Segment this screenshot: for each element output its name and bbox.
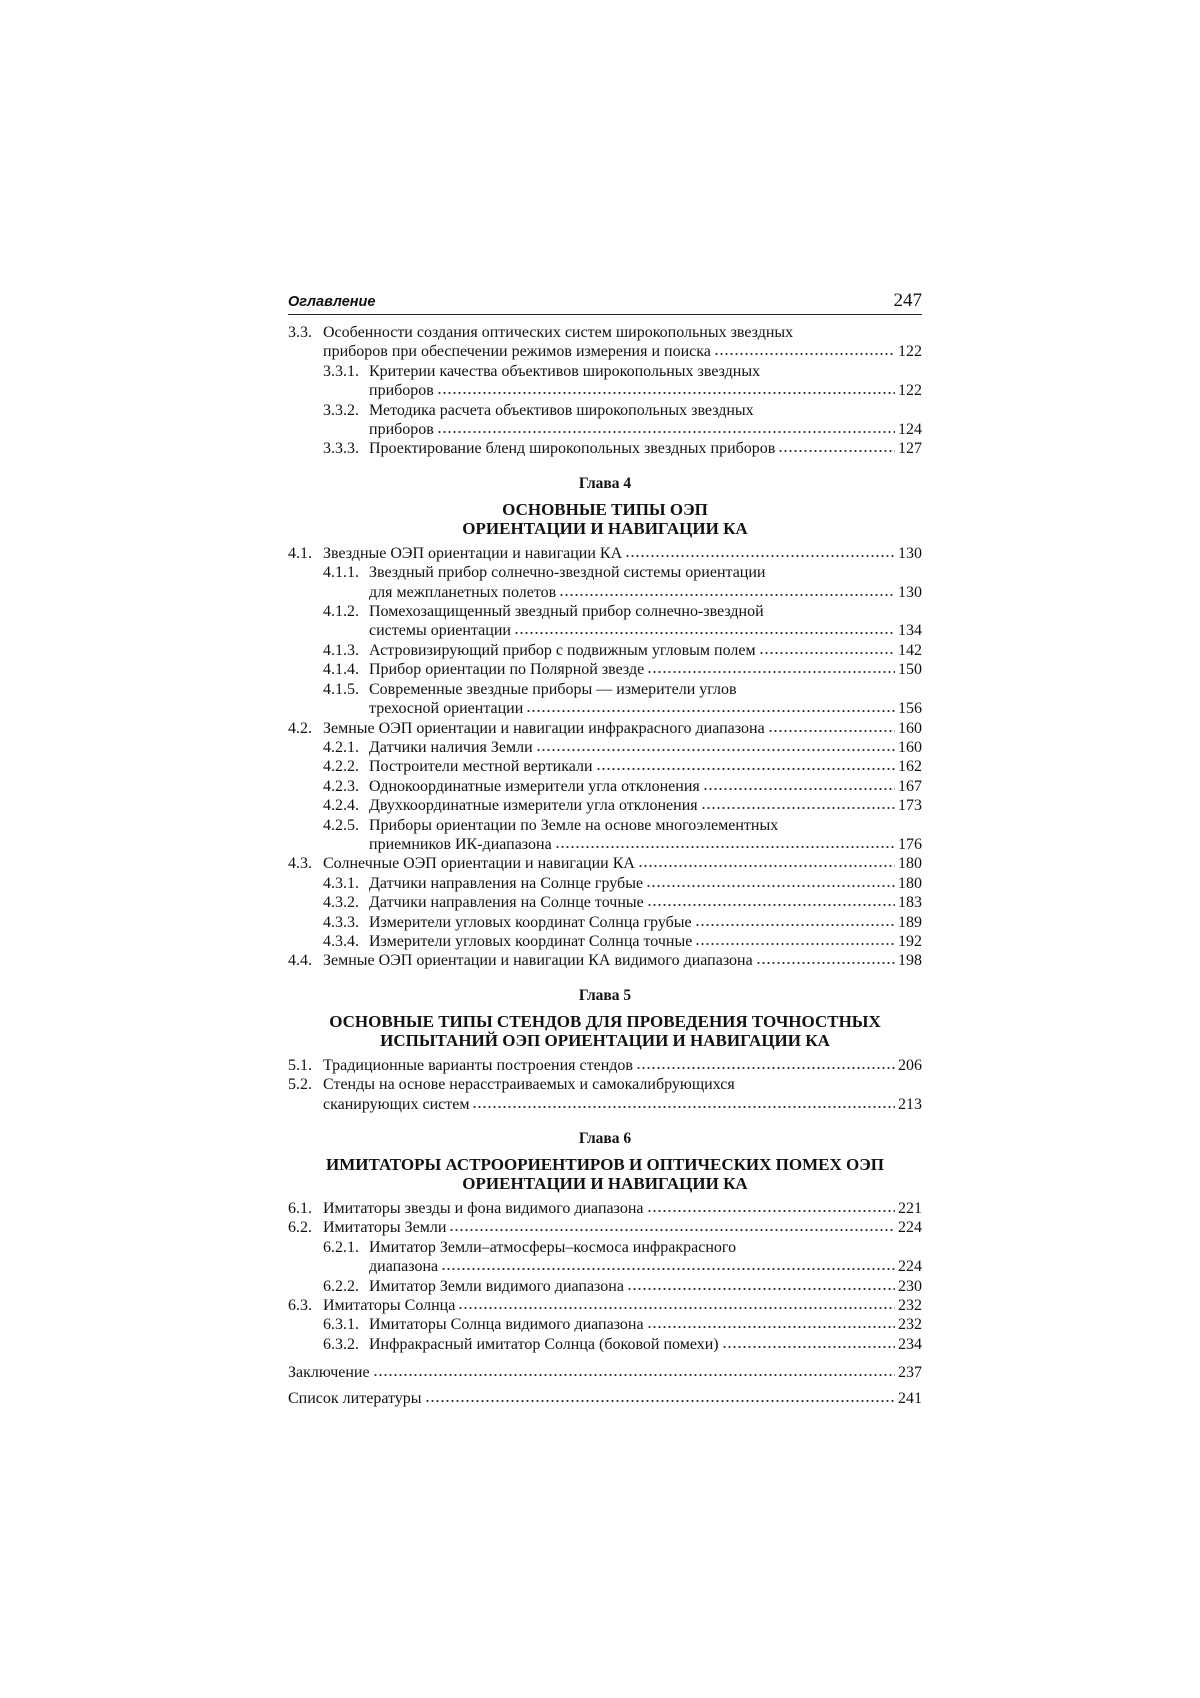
toc-entry-lastline bbox=[369, 738, 922, 757]
toc-entry-number: 4.3. bbox=[288, 854, 312, 873]
dot-leader bbox=[536, 748, 895, 752]
toc-entry-page: 162 bbox=[898, 757, 922, 776]
toc-entry-page: 192 bbox=[898, 932, 922, 951]
toc-entry-lastline bbox=[323, 1218, 922, 1237]
page-number: 247 bbox=[894, 290, 923, 312]
toc-entry[interactable] bbox=[288, 719, 922, 738]
dot-leader bbox=[647, 1325, 895, 1329]
toc-entry-number: 6.3.2. bbox=[323, 1335, 359, 1354]
toc-entry-lastline bbox=[288, 1389, 922, 1408]
toc-entry-text: Имитатор Земли видимого диапазона bbox=[369, 1277, 624, 1296]
toc-entry[interactable] bbox=[288, 757, 922, 776]
toc-entry-lastline bbox=[369, 796, 922, 815]
toc-entry-text: Имитаторы Земли bbox=[323, 1218, 446, 1237]
toc-entry[interactable] bbox=[288, 874, 922, 893]
toc-entry-number: 3.3.1. bbox=[323, 362, 359, 381]
toc-entry-lastline bbox=[369, 439, 922, 458]
toc-entry-page: 206 bbox=[898, 1056, 922, 1075]
toc-entry-text: Однокоординатные измерители угла отклонения bbox=[369, 777, 700, 796]
toc-entry-lastline bbox=[369, 874, 922, 893]
dot-leader bbox=[647, 903, 895, 907]
toc-entry-text: Астровизирующий прибор с подвижным угловым полем bbox=[369, 641, 756, 660]
toc-entry[interactable] bbox=[288, 1389, 922, 1408]
toc-entry-lastline bbox=[369, 641, 922, 660]
dot-leader bbox=[441, 1267, 895, 1271]
toc-entry-text: Инфракрасный имитатор Солнца (боковой помехи) bbox=[369, 1335, 719, 1354]
dot-leader bbox=[756, 961, 895, 965]
toc-entry-page: 232 bbox=[898, 1296, 922, 1315]
toc-entry[interactable] bbox=[288, 913, 922, 932]
toc-entry-lastline bbox=[323, 1095, 922, 1114]
toc-entry-number: 4.2. bbox=[288, 719, 312, 738]
toc-entry-text: приемников ИК-диапазона bbox=[369, 835, 552, 854]
dot-leader bbox=[695, 923, 895, 927]
toc-entry-lastline bbox=[369, 757, 922, 776]
dot-leader bbox=[625, 554, 895, 558]
toc-entry[interactable] bbox=[288, 362, 922, 401]
toc-entry-number: 3.3.3. bbox=[323, 439, 359, 458]
toc-entry-page: 142 bbox=[898, 641, 922, 660]
dot-leader bbox=[458, 1306, 895, 1310]
toc-entry[interactable] bbox=[288, 1277, 922, 1296]
dot-leader bbox=[373, 1373, 895, 1377]
dot-leader bbox=[514, 631, 895, 635]
toc-entry-text: Критерии качества объективов широкопольных звездных bbox=[369, 362, 922, 381]
toc-entry-text: Земные ОЭП ориентации и навигации КА видимого диапазона bbox=[323, 951, 753, 970]
toc-entry-lastline bbox=[323, 1199, 922, 1218]
toc-entry-number: 4.1.1. bbox=[323, 563, 359, 582]
toc-entry-text: приборов bbox=[369, 381, 434, 400]
toc-entry-page: 160 bbox=[898, 738, 922, 757]
toc-entry-page: 237 bbox=[898, 1363, 922, 1382]
toc-entry-lastline bbox=[369, 381, 922, 400]
toc-entry[interactable] bbox=[288, 932, 922, 951]
toc-entry-lastline bbox=[369, 621, 922, 640]
toc-entry-lastline bbox=[369, 420, 922, 439]
toc-entry-text: Земные ОЭП ориентации и навигации инфракрасного диапазона bbox=[323, 719, 765, 738]
toc-entry[interactable] bbox=[288, 660, 922, 679]
running-header-title: Оглавление bbox=[288, 294, 375, 310]
chapter-6-title bbox=[288, 1155, 922, 1193]
chapter-6-label: Глава 6 bbox=[288, 1128, 922, 1150]
dot-leader bbox=[555, 845, 895, 849]
toc-entry-number: 4.2.2. bbox=[323, 757, 359, 776]
toc-page bbox=[288, 288, 922, 1408]
toc-entry-page: 156 bbox=[898, 699, 922, 718]
toc-entry[interactable] bbox=[288, 563, 922, 602]
toc-entry-text: Стенды на основе нерасстраиваемых и самокалибрующихся bbox=[323, 1075, 922, 1094]
dot-leader bbox=[647, 1209, 896, 1213]
toc-entry-text: Прибор ориентации по Полярной звезде bbox=[369, 660, 644, 679]
chapter-5-title bbox=[288, 1012, 922, 1050]
toc-entry-number: 4.1.5. bbox=[323, 680, 359, 699]
toc-entry-number: 5.2. bbox=[288, 1075, 312, 1094]
toc-entry[interactable] bbox=[288, 1363, 922, 1382]
toc-entry-page: 124 bbox=[898, 420, 922, 439]
toc-entry-lastline bbox=[323, 719, 922, 738]
toc-entry[interactable] bbox=[288, 738, 922, 757]
dot-leader bbox=[701, 806, 895, 810]
toc-entry-page: 173 bbox=[898, 796, 922, 815]
toc-entry-page: 122 bbox=[898, 381, 922, 400]
chapter-title-line: ОСНОВНЫЕ ТИПЫ ОЭП bbox=[288, 500, 922, 519]
toc-entry-page: 198 bbox=[898, 951, 922, 970]
toc-entry-number: 4.3.4. bbox=[323, 932, 359, 951]
toc-entry-page: 180 bbox=[898, 854, 922, 873]
chapter-4-entries bbox=[288, 544, 922, 971]
dot-leader bbox=[778, 449, 895, 453]
toc-entry-number: 4.1.3. bbox=[323, 641, 359, 660]
toc-entry[interactable] bbox=[288, 401, 922, 440]
toc-entry-text: Датчики наличия Земли bbox=[369, 738, 533, 757]
toc-entry-page: 224 bbox=[898, 1218, 922, 1237]
dot-leader bbox=[472, 1105, 895, 1109]
toc-entry-lastline bbox=[369, 835, 922, 854]
toc-entry[interactable] bbox=[288, 1315, 922, 1334]
toc-entry-text: Имитаторы Солнца видимого диапазона bbox=[369, 1315, 644, 1334]
toc-entry-page: 176 bbox=[898, 835, 922, 854]
running-header bbox=[288, 288, 922, 315]
toc-entry-text: Традиционные варианты построения стендов bbox=[323, 1056, 633, 1075]
dot-leader bbox=[636, 1066, 895, 1070]
toc-entry-page: 122 bbox=[898, 342, 922, 361]
dot-leader bbox=[646, 884, 895, 888]
dot-leader bbox=[437, 391, 895, 395]
toc-entry-page: 167 bbox=[898, 777, 922, 796]
toc-entry[interactable] bbox=[288, 951, 922, 970]
toc-entry-number: 6.3. bbox=[288, 1296, 312, 1315]
toc-entry-text: Заключение bbox=[288, 1363, 370, 1382]
toc-entry-lastline bbox=[323, 544, 922, 563]
chapter-4-label: Глава 4 bbox=[288, 473, 922, 495]
section-3-entries bbox=[288, 323, 922, 459]
toc-entry-text: Проектирование бленд широкопольных звездных приборов bbox=[369, 439, 775, 458]
toc-entry-number: 5.1. bbox=[288, 1056, 312, 1075]
toc-entry-lastline bbox=[323, 854, 922, 873]
backmatter-entries bbox=[288, 1363, 922, 1408]
toc-entry-number: 6.2.2. bbox=[323, 1277, 359, 1296]
toc-entry-number: 6.1. bbox=[288, 1199, 312, 1218]
dot-leader bbox=[703, 787, 895, 791]
chapter-5-label: Глава 5 bbox=[288, 985, 922, 1007]
chapter-title-line: ОРИЕНТАЦИИ И НАВИГАЦИИ КА bbox=[288, 519, 922, 538]
toc-entry-page: 130 bbox=[898, 544, 922, 563]
toc-entry-page: 241 bbox=[898, 1389, 922, 1408]
chapter-title-line: ОРИЕНТАЦИИ И НАВИГАЦИИ КА bbox=[288, 1174, 922, 1193]
toc-entry-text: Измерители угловых координат Солнца грубые bbox=[369, 913, 692, 932]
toc-entry[interactable] bbox=[288, 1335, 922, 1354]
toc-entry-lastline bbox=[369, 777, 922, 796]
toc-entry-lastline bbox=[323, 1056, 922, 1075]
toc-entry-number: 4.3.2. bbox=[323, 893, 359, 912]
toc-entry-number: 4.1. bbox=[288, 544, 312, 563]
toc-entry-lastline bbox=[369, 932, 922, 951]
toc-entry-text: Датчики направления на Солнце точные bbox=[369, 893, 644, 912]
toc-entry-text: Двухкоординатные измерители угла отклонения bbox=[369, 796, 698, 815]
dot-leader bbox=[714, 352, 895, 356]
toc-entry-page: 180 bbox=[898, 874, 922, 893]
toc-entry-lastline bbox=[369, 660, 922, 679]
toc-entry[interactable] bbox=[288, 796, 922, 815]
chapter-5-entries bbox=[288, 1056, 922, 1114]
toc-entry-text: диапазона bbox=[369, 1257, 438, 1276]
spacer bbox=[288, 1354, 922, 1363]
toc-entry-text: Имитатор Земли–атмосферы–космоса инфракрасного bbox=[369, 1238, 922, 1257]
toc-entry-page: 232 bbox=[898, 1315, 922, 1334]
toc-entry[interactable] bbox=[288, 323, 922, 362]
toc-entry-page: 224 bbox=[898, 1257, 922, 1276]
chapter-title-line: ОСНОВНЫЕ ТИПЫ СТЕНДОВ ДЛЯ ПРОВЕДЕНИЯ ТОЧНОСТНЫХ bbox=[288, 1012, 922, 1031]
dot-leader bbox=[526, 709, 895, 713]
toc-entry[interactable] bbox=[288, 1218, 922, 1237]
toc-entry-text: Приборы ориентации по Земле на основе многоэлементных bbox=[369, 816, 922, 835]
toc-entry-number: 4.4. bbox=[288, 951, 312, 970]
toc-entry[interactable] bbox=[288, 439, 922, 458]
toc-entry[interactable] bbox=[288, 544, 922, 563]
toc-entry-text: Звездный прибор солнечно-звездной системы ориентации bbox=[369, 563, 922, 582]
toc-entry-number: 4.2.1. bbox=[323, 738, 359, 757]
toc-entry-number: 3.3. bbox=[288, 323, 312, 342]
toc-entry-text: для межпланетных полетов bbox=[369, 583, 556, 602]
dot-leader bbox=[759, 651, 895, 655]
toc-entry[interactable] bbox=[288, 777, 922, 796]
toc-entry-text: системы ориентации bbox=[369, 621, 511, 640]
toc-entry-number: 4.3.3. bbox=[323, 913, 359, 932]
chapter-4-title bbox=[288, 500, 922, 538]
toc-entry-number: 3.3.2. bbox=[323, 401, 359, 420]
dot-leader bbox=[647, 670, 895, 674]
toc-entry[interactable] bbox=[288, 854, 922, 873]
toc-entry-lastline bbox=[369, 1335, 922, 1354]
toc-entry-number: 6.3.1. bbox=[323, 1315, 359, 1334]
toc-entry-lastline bbox=[323, 342, 922, 361]
toc-entry-number: 4.1.4. bbox=[323, 660, 359, 679]
toc-entry[interactable] bbox=[288, 1199, 922, 1218]
toc-entry-page: 150 bbox=[898, 660, 922, 679]
toc-entry-page: 230 bbox=[898, 1277, 922, 1296]
toc-entry-text: Методика расчета объективов широкопольных звездных bbox=[369, 401, 922, 420]
dot-leader bbox=[596, 767, 895, 771]
toc-entry-text: трехосной ориентации bbox=[369, 699, 523, 718]
toc-entry-text: Имитаторы звезды и фона видимого диапазона bbox=[323, 1199, 644, 1218]
toc-entry-text: Солнечные ОЭП ориентации и навигации КА bbox=[323, 854, 635, 873]
toc-entry-lastline bbox=[323, 1296, 922, 1315]
toc-entry-lastline bbox=[369, 699, 922, 718]
dot-leader bbox=[627, 1287, 895, 1291]
chapter-6-entries bbox=[288, 1199, 922, 1354]
toc-entry[interactable] bbox=[288, 1296, 922, 1315]
toc-entry-number: 4.2.4. bbox=[323, 796, 359, 815]
dot-leader bbox=[638, 864, 895, 868]
toc-entry[interactable] bbox=[288, 893, 922, 912]
toc-entry-page: 127 bbox=[898, 439, 922, 458]
toc-entry[interactable] bbox=[288, 602, 922, 641]
chapter-title-line: ИМИТАТОРЫ АСТРООРИЕНТИРОВ И ОПТИЧЕСКИХ ПОМЕХ ОЭП bbox=[288, 1155, 922, 1174]
toc-entry-text: Измерители угловых координат Солнца точные bbox=[369, 932, 692, 951]
toc-entry-page: 130 bbox=[898, 583, 922, 602]
toc-entry-page: 234 bbox=[898, 1335, 922, 1354]
toc-entry-page: 189 bbox=[898, 913, 922, 932]
toc-entry-number: 4.1.2. bbox=[323, 602, 359, 621]
toc-entry-text: Особенности создания оптических систем широкопольных звездных bbox=[323, 323, 922, 342]
dot-leader bbox=[768, 729, 895, 733]
toc-entry-text: Список литературы bbox=[288, 1389, 422, 1408]
dot-leader bbox=[437, 430, 895, 434]
toc-entry-number: 4.2.3. bbox=[323, 777, 359, 796]
toc-entry-lastline bbox=[369, 913, 922, 932]
chapter-title-line: ИСПЫТАНИЙ ОЭП ОРИЕНТАЦИИ И НАВИГАЦИИ КА bbox=[288, 1031, 922, 1050]
table-of-contents bbox=[288, 323, 922, 1408]
toc-entry-lastline bbox=[288, 1363, 922, 1382]
toc-entry-text: Датчики направления на Солнце грубые bbox=[369, 874, 643, 893]
toc-entry[interactable] bbox=[288, 816, 922, 855]
toc-entry[interactable] bbox=[288, 680, 922, 719]
toc-entry[interactable] bbox=[288, 1075, 922, 1114]
dot-leader bbox=[449, 1228, 895, 1232]
toc-entry-page: 221 bbox=[898, 1199, 922, 1218]
toc-entry-text: приборов при обеспечении режимов измерения и поиска bbox=[323, 342, 711, 361]
toc-entry-text: Построители местной вертикали bbox=[369, 757, 593, 776]
toc-entry[interactable] bbox=[288, 641, 922, 660]
toc-entry-text: приборов bbox=[369, 420, 434, 439]
toc-entry-lastline bbox=[369, 1257, 922, 1276]
toc-entry-page: 160 bbox=[898, 719, 922, 738]
toc-entry-page: 183 bbox=[898, 893, 922, 912]
toc-entry-page: 134 bbox=[898, 621, 922, 640]
toc-entry[interactable] bbox=[288, 1056, 922, 1075]
dot-leader bbox=[559, 593, 895, 597]
toc-entry-number: 6.2. bbox=[288, 1218, 312, 1237]
toc-entry-number: 4.2.5. bbox=[323, 816, 359, 835]
toc-entry-text: Имитаторы Солнца bbox=[323, 1296, 455, 1315]
toc-entry-lastline bbox=[369, 1277, 922, 1296]
toc-entry-text: Помехозащищенный звездный прибор солнечно-звездной bbox=[369, 602, 922, 621]
toc-entry-lastline bbox=[369, 1315, 922, 1334]
toc-entry-lastline bbox=[369, 893, 922, 912]
dot-leader bbox=[425, 1399, 895, 1403]
toc-entry-lastline bbox=[323, 951, 922, 970]
dot-leader bbox=[722, 1345, 895, 1349]
toc-entry-text: Звездные ОЭП ориентации и навигации КА bbox=[323, 544, 622, 563]
toc-entry-number: 6.2.1. bbox=[323, 1238, 359, 1257]
toc-entry-page: 213 bbox=[898, 1095, 922, 1114]
toc-entry-text: Современные звездные приборы — измерители углов bbox=[369, 680, 922, 699]
toc-entry[interactable] bbox=[288, 1238, 922, 1277]
toc-entry-number: 4.3.1. bbox=[323, 874, 359, 893]
toc-entry-lastline bbox=[369, 583, 922, 602]
dot-leader bbox=[695, 942, 895, 946]
toc-entry-text: сканирующих систем bbox=[323, 1095, 469, 1114]
